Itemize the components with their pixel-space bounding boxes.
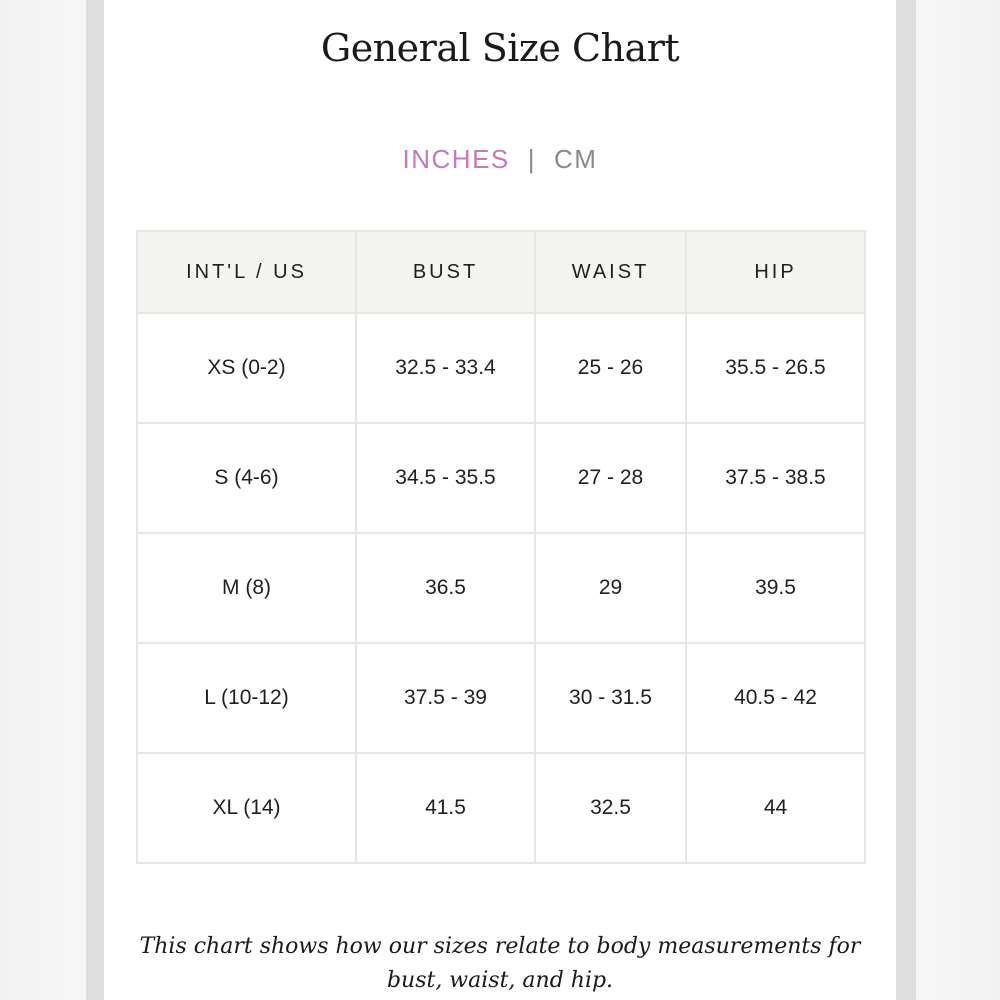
hip-cell: 37.5 - 38.5: [686, 423, 865, 533]
header-intl-us: INT'L / US: [137, 231, 356, 313]
background-left: [0, 0, 86, 1000]
size-cell: XL (14): [137, 753, 356, 863]
waist-cell: 29: [535, 533, 686, 643]
size-chart-panel: [104, 0, 896, 1000]
size-cell: XS (0-2): [137, 313, 356, 423]
hip-cell: 40.5 - 42: [686, 643, 865, 753]
waist-cell: 30 - 31.5: [535, 643, 686, 753]
page-title: General Size Chart: [320, 26, 680, 70]
size-cell: M (8): [137, 533, 356, 643]
bust-cell: 41.5: [356, 753, 535, 863]
unit-inches-option[interactable]: INCHES: [402, 144, 510, 174]
unit-toggle: [104, 144, 896, 175]
background-right: [914, 0, 1000, 1000]
table-row: [137, 533, 865, 643]
header-waist: WAIST: [535, 231, 686, 313]
unit-separator: |: [527, 144, 537, 174]
bust-cell: 34.5 - 35.5: [356, 423, 535, 533]
hip-cell: 39.5: [686, 533, 865, 643]
waist-cell: 25 - 26: [535, 313, 686, 423]
table-header-row: [137, 231, 865, 313]
bust-cell: 32.5 - 33.4: [356, 313, 535, 423]
table-row: [137, 423, 865, 533]
waist-cell: 27 - 28: [535, 423, 686, 533]
size-cell: S (4-6): [137, 423, 356, 533]
table-row: [137, 313, 865, 423]
unit-cm-option[interactable]: CM: [554, 144, 598, 174]
table-row: [137, 753, 865, 863]
waist-cell: 32.5: [535, 753, 686, 863]
bust-cell: 37.5 - 39: [356, 643, 535, 753]
size-table: [136, 230, 866, 864]
header-hip: HIP: [686, 231, 865, 313]
chart-footnote: This chart shows how our sizes relate to body measurements for bust, waist, and hip.: [139, 934, 861, 993]
bust-cell: 36.5: [356, 533, 535, 643]
table-row: [137, 643, 865, 753]
size-cell: L (10-12): [137, 643, 356, 753]
header-bust: BUST: [356, 231, 535, 313]
hip-cell: 35.5 - 26.5: [686, 313, 865, 423]
hip-cell: 44: [686, 753, 865, 863]
